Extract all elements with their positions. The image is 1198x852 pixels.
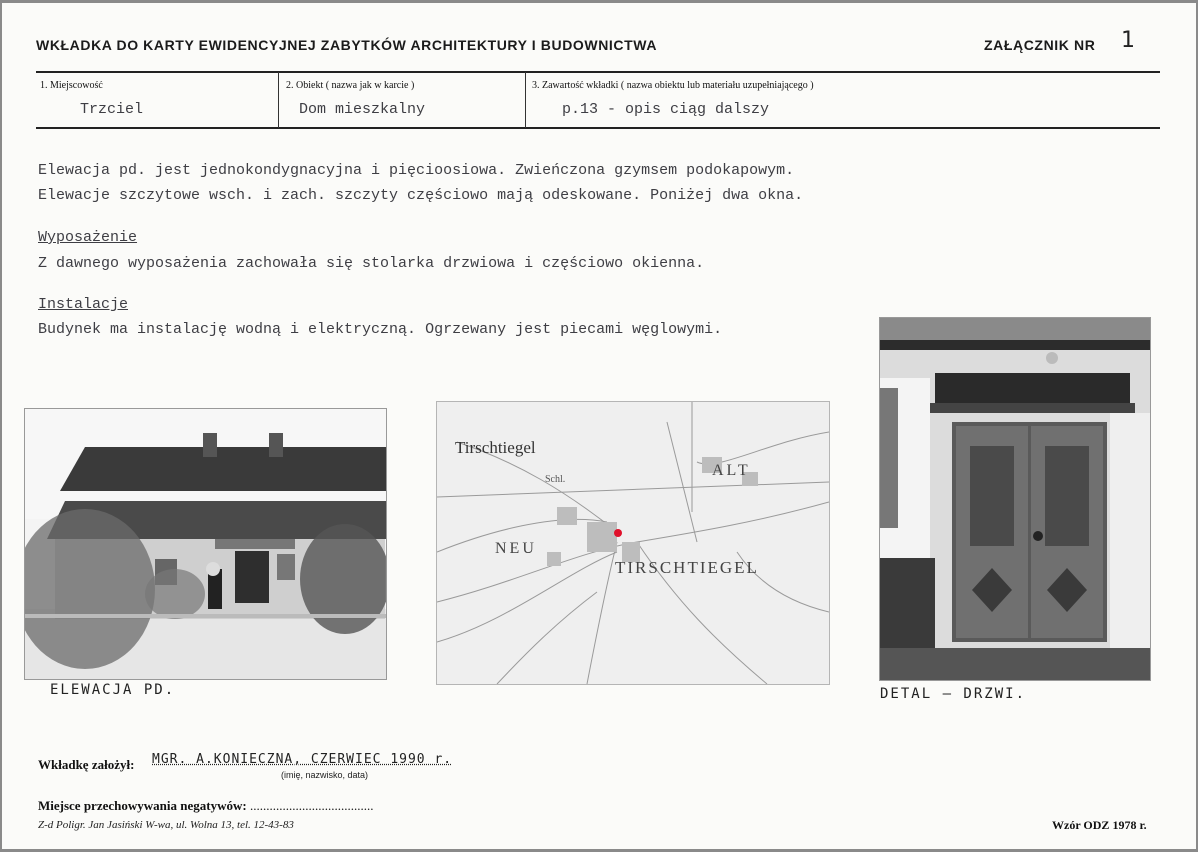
locality-label: 1. Miejscowość (40, 80, 103, 91)
content-value: p.13 - opis ciąg dalszy (562, 101, 770, 118)
field-divider (525, 72, 526, 128)
field-divider (278, 72, 279, 128)
negatives-dots: ...................................... (250, 798, 374, 813)
installations-text: Budynek ma instalację wodną i elektryczną. Ogrzewany jest piecami węglowymi. (38, 321, 723, 338)
house-photo-caption: ELEWACJA PD. (50, 682, 176, 698)
door-photo-caption: DETAL – DRZWI. (880, 686, 1027, 702)
installations-heading: Instalacje (38, 296, 129, 313)
location-map (436, 401, 830, 685)
equipment-heading: Wyposażenie (38, 229, 138, 246)
top-rule (36, 71, 1160, 73)
annex-number: 1 (1121, 28, 1135, 53)
object-value: Dom mieszkalny (299, 101, 426, 118)
door-photo-drawing (880, 318, 1150, 680)
map-label-schl: Schl. (545, 474, 566, 485)
founder-label: Wkładkę założył: (38, 757, 135, 772)
body-line-2: Elewacje szczytowe wsch. i zach. szczyty częściowo mają odeskowane. Poniżej dwa okna. (38, 187, 804, 204)
house-elevation-photo (24, 408, 387, 680)
content-label: 3. Zawartość wkładki ( nazwa obiektu lub materiału uzupełniającego ) (532, 80, 814, 91)
door-detail-photo (879, 317, 1151, 681)
object-label: 2. Obiekt ( nazwa jak w karcie ) (286, 80, 415, 91)
founder-value: MGR. A.KONIECZNA, CZERWIEC 1990 r. (152, 752, 453, 767)
map-label-tirschtiegel: Tirschtiegel (455, 438, 536, 457)
map-label-neu: NEU (495, 540, 537, 557)
form-code: Wzór ODZ 1978 r. (1052, 818, 1147, 832)
map-label-alt: ALT (712, 462, 751, 479)
founder-hint: (imię, nazwisko, data) (281, 770, 369, 780)
equipment-text: Z dawnego wyposażenia zachowała się stolarka drzwiowa i częściowo okienna. (38, 255, 705, 272)
map-label-tirschtiegel-town: TIRSCHTIEGEL (615, 558, 759, 577)
map-marker (614, 529, 622, 537)
annex-label: ZAŁĄCZNIK NR (984, 37, 1096, 53)
negatives-label: Miejsce przechowywania negatywów: (38, 798, 247, 813)
house-photo-drawing (25, 409, 386, 679)
fields-rule (36, 127, 1160, 129)
locality-value: Trzciel (80, 101, 144, 118)
body-line-1: Elewacja pd. jest jednokondygnacyjna i pięcioosiowa. Zwieńczona gzymsem podokapowym. (38, 162, 795, 179)
form-title: WKŁADKA DO KARTY EWIDENCYJNEJ ZABYTKÓW ARCHITEKTURY I BUDOWNICTWA (36, 37, 658, 53)
printer-info: Z-d Poligr. Jan Jasiński W-wa, ul. Wolna 13, tel. 12-43-83 (38, 819, 294, 831)
